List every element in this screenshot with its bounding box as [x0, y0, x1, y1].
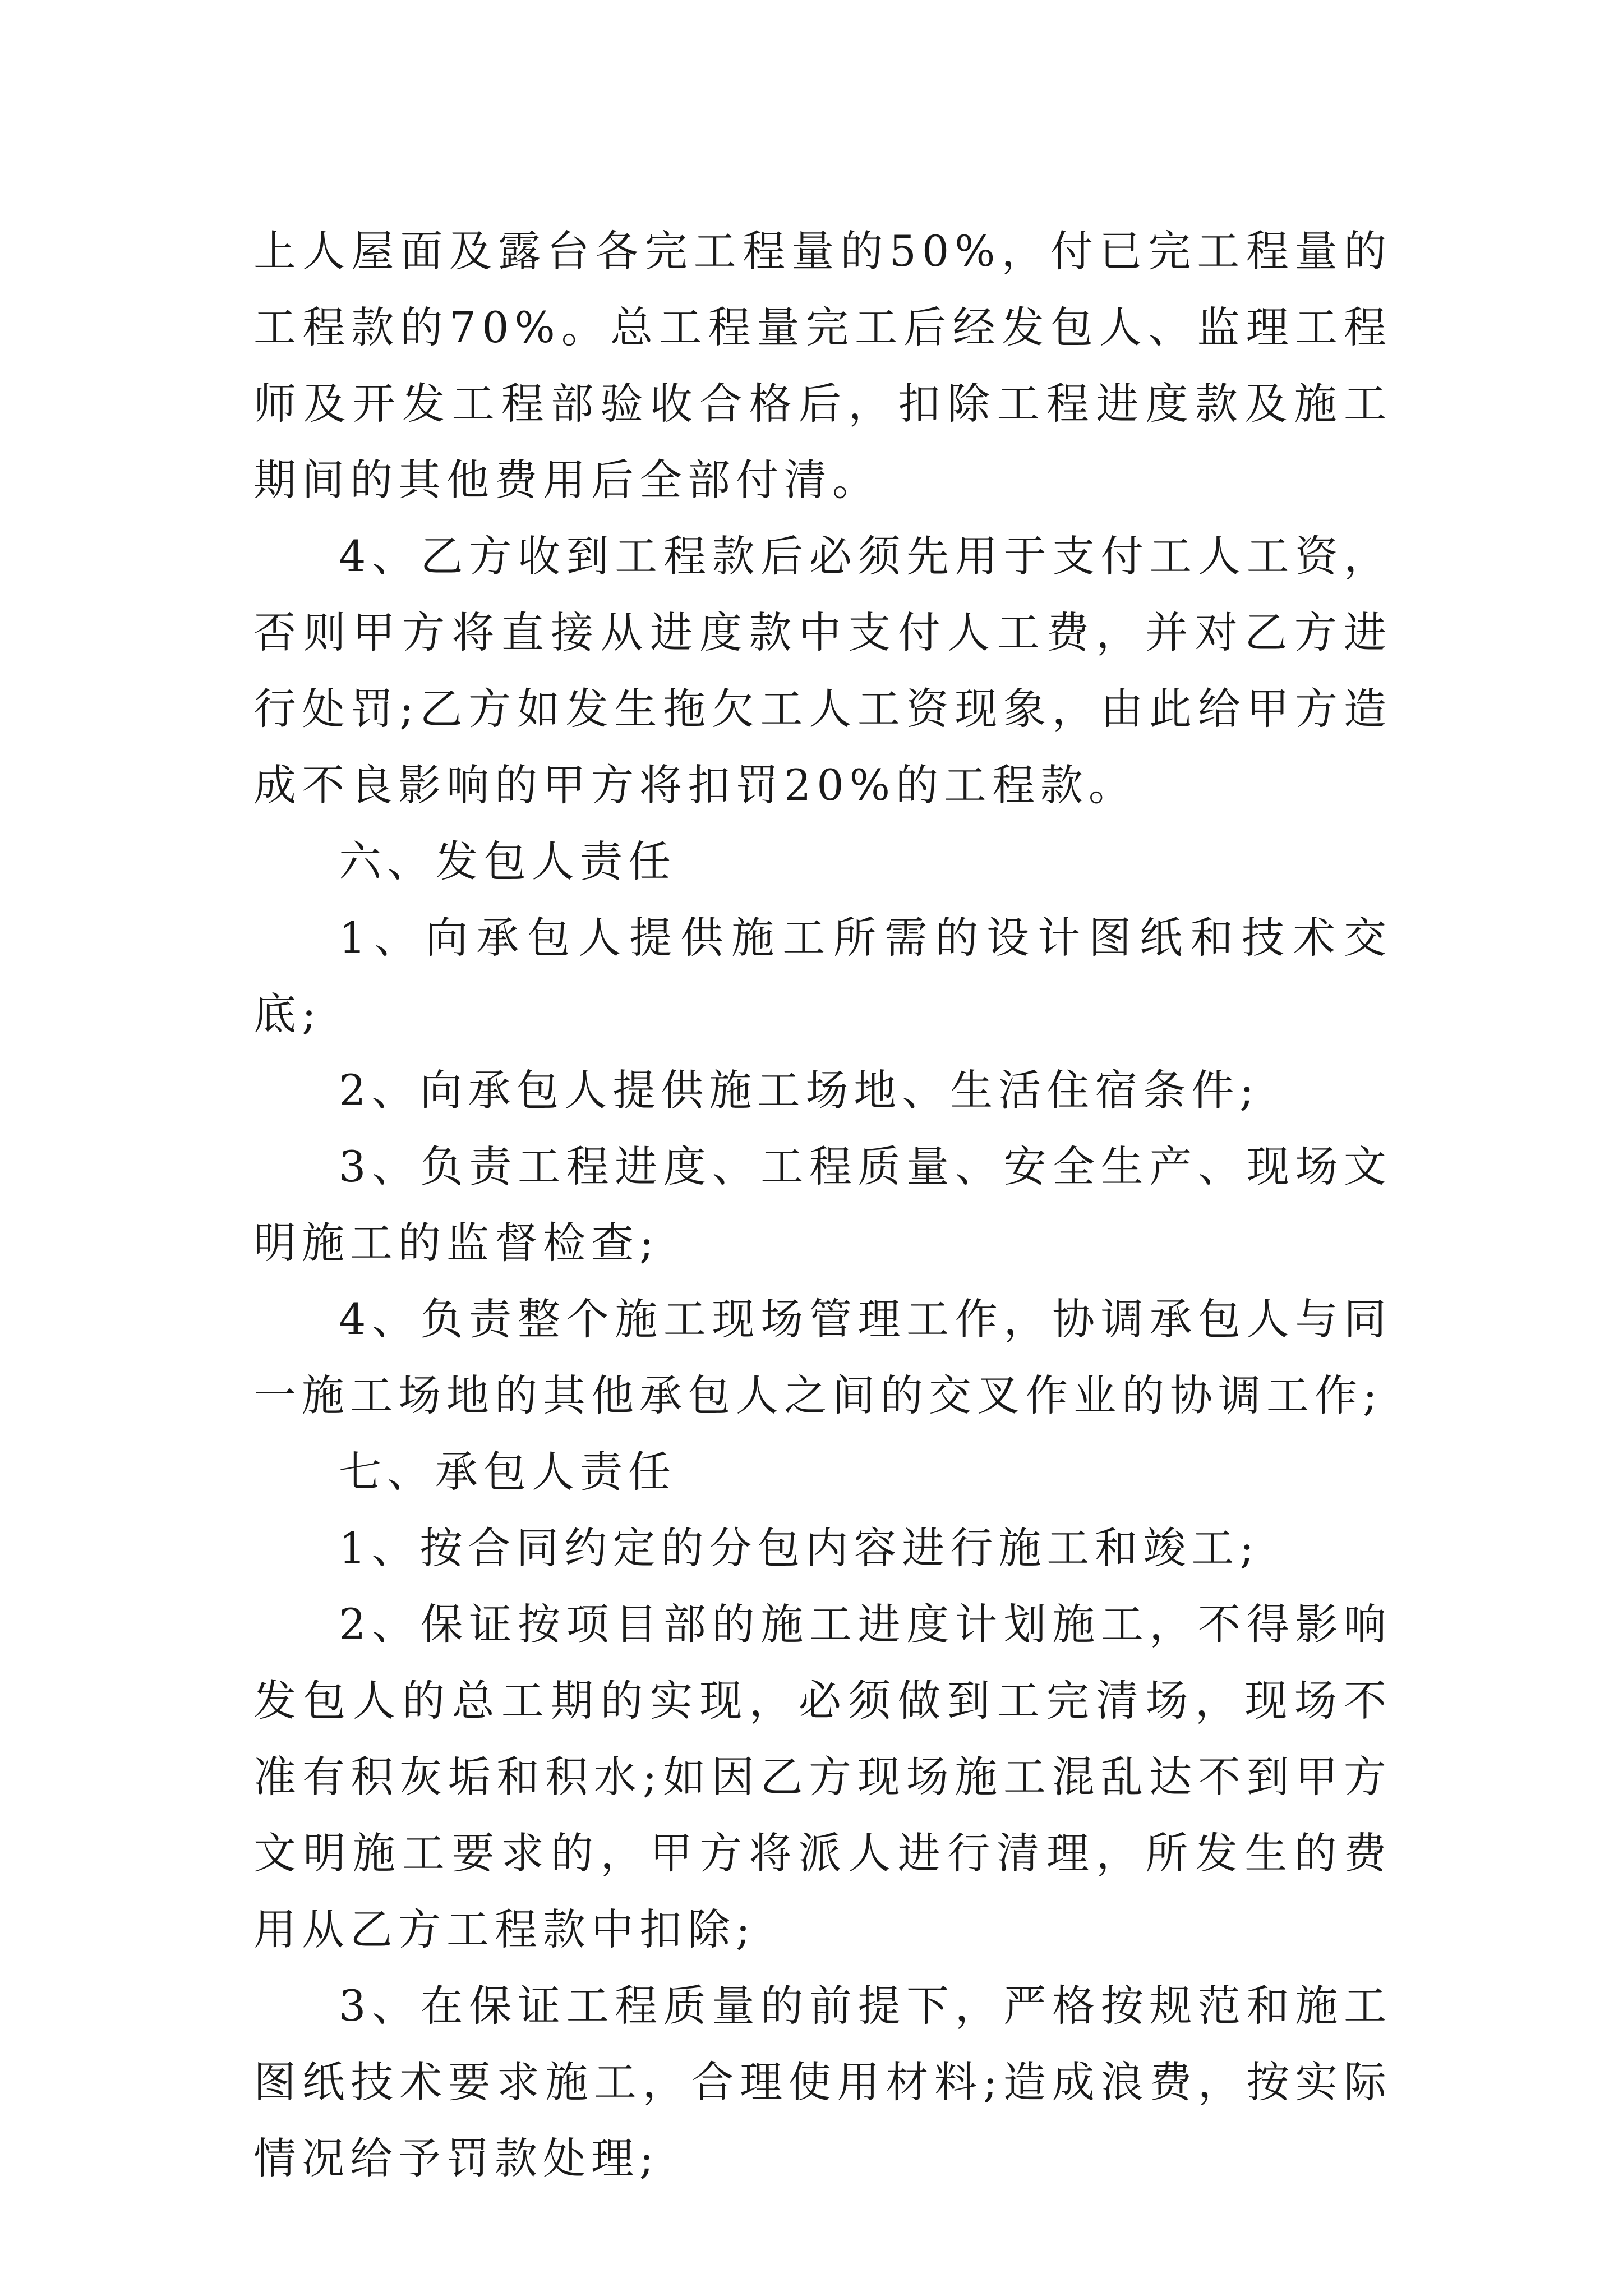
section-heading-employer-duties: 六、发包人责任	[339, 836, 676, 886]
paragraph-employer-clause-2: 2、向承包人提供施工场地、生活住宿条件;	[339, 1065, 1260, 1115]
paragraph-employer-clause-4: 4、负责整个施工现场管理工作，协调承包人与同一施工场地的其他承包人之间的交叉作业的协调工作;	[253, 1294, 1392, 1420]
paragraph-contractor-clause-2: 2、保证按项目部的施工进度计划施工，不得影响发包人的总工期的实现，必须做到工完清场，现场不准有积灰垢和积水;如因乙方现场施工混乱达不到甲方文明施工要求的，甲方将派人进行清理，所发生的费用从乙方工程款中扣除;	[253, 1599, 1392, 1954]
paragraph-continued-payment: 上人屋面及露台各完工程量的50%，付已完工程量的工程款的70%。总工程量完工后经发包人、监理工程师及开发工程部验收合格后，扣除工程进度款及施工期间的其他费用后全部付清。	[253, 226, 1392, 505]
paragraph-employer-clause-1: 1、向承包人提供施工所需的设计图纸和技术交底;	[253, 913, 1392, 1039]
paragraph-contractor-clause-3: 3、在保证工程质量的前提下，严格按规范和施工图纸技术要求施工，合理使用材料;造成浪费，按实际情况给予罚款处理;	[253, 1981, 1392, 2183]
document-page	[253, 213, 1392, 2197]
paragraph-employer-clause-3: 3、负责工程进度、工程质量、安全生产、现场文明施工的监督检查;	[253, 1142, 1392, 1268]
section-heading-contractor-duties: 七、承包人责任	[339, 1447, 676, 1497]
paragraph-clause-4-wages: 4、乙方收到工程款后必须先用于支付工人工资，否则甲方将直接从进度款中支付人工费，并对乙方进行处罚;乙方如发生拖欠工人工资现象，由此给甲方造成不良影响的甲方将扣罚20%的工程款。	[253, 531, 1392, 810]
paragraph-contractor-clause-1: 1、按合同约定的分包内容进行施工和竣工;	[339, 1523, 1260, 1573]
